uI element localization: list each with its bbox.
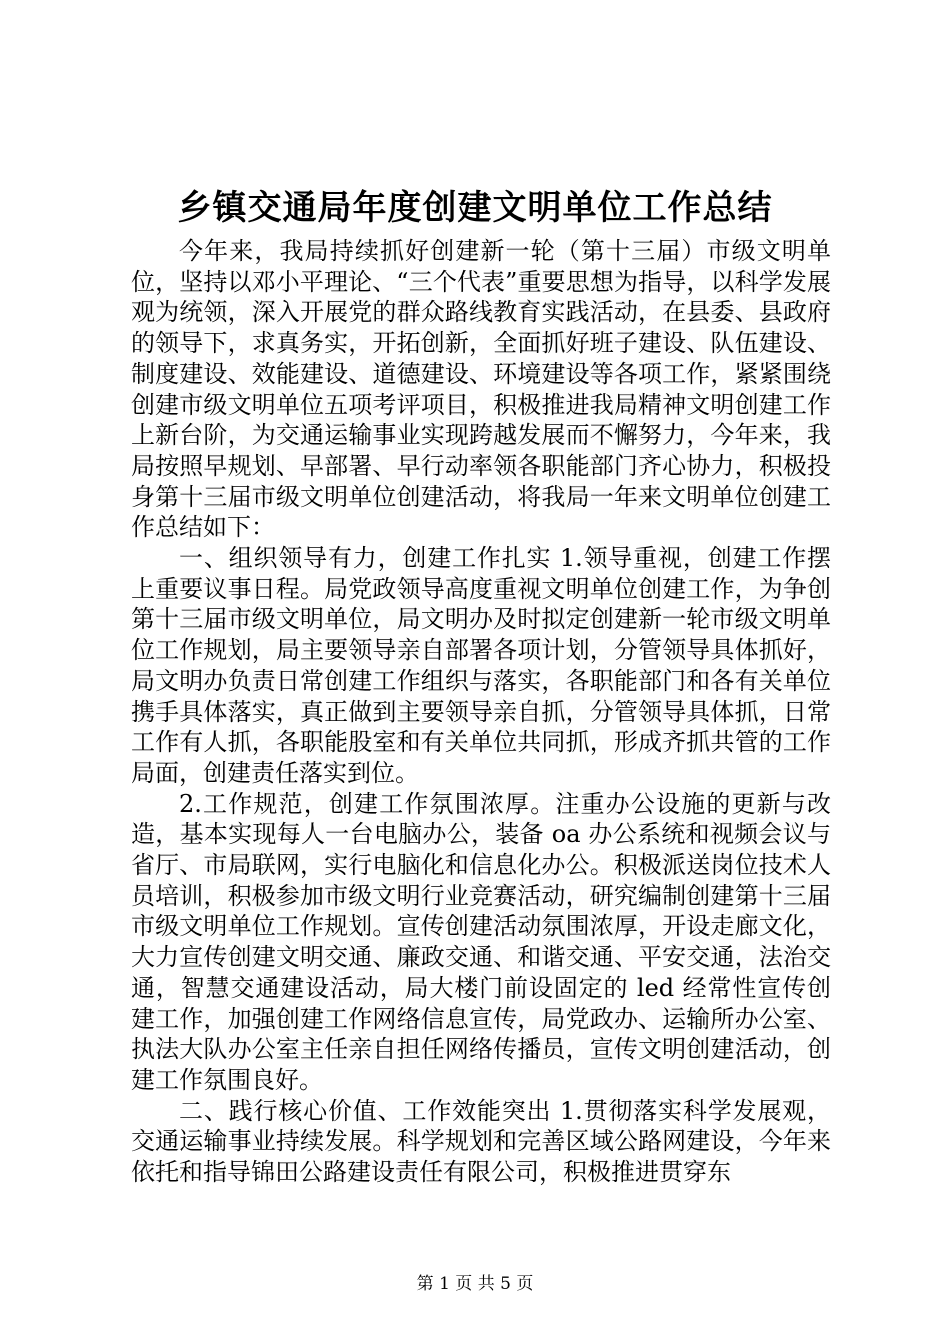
body-paragraph: 今年来，我局持续抓好创建新一轮（第十三届）市级文明单位，坚持以邓小平理论、“三个代表”重要思想为指导，以科学发展观为统领，深入开展党的群众路线教育实践活动，在县委、县政府的领导下，求真务实，开拓创新，全面抓好班子建设、队伍建设、制度建设、效能建设、道德建设、环境建设等各项工作，紧紧围绕创建市级文明单位五项考评项目，积极推进我局精神文明创建工作上新台阶，为交通运输事业实现跨越发展而不懈努力，今年来，我局按照早规划、早部署、早行动率领各职能部门齐心协力，积极投身第十三届市级文明单位创建活动，将我局一年来文明单位创建工作总结如下： <box>131 237 831 542</box>
document-body <box>131 236 831 1188</box>
body-paragraph: 2.工作规范，创建工作氛围浓厚。注重办公设施的更新与改造，基本实现每人一台电脑办公，装备 oa 办公系统和视频会议与省厅、市局联网，实行电脑化和信息化办公。积极派送岗位技术人员培训，积极参加市级文明行业竞赛活动，研究编制创建第十三届市级文明单位工作规划。宣传创建活动氛围浓厚，开设走廊文化，大力宣传创建文明交通、廉政交通、和谐交通、平安交通，法治交通，智慧交通建设活动，局大楼门前设固定的 led 经常性宣传创建工作，加强创建工作网络信息宣传，局党政办、运输所办公室、执法大队办公室主任亲自担任网络传播员，宣传文明创建活动，创建工作氛围良好。 <box>131 789 831 1094</box>
body-paragraph: 二、践行核心价值、工作效能突出 1.贯彻落实科学发展观，交通运输事业持续发展。科学规划和完善区域公路网建设，今年来依托和指导锦田公路建设责任有限公司，积极推进贯穿东 <box>131 1096 831 1187</box>
body-paragraph: 一、组织领导有力，创建工作扎实 1.领导重视，创建工作摆上重要议事日程。局党政领导高度重视文明单位创建工作，为争创第十三届市级文明单位，局文明办及时拟定创建新一轮市级文明单位工作规划，局主要领导亲自部署各项计划，分管领导具体抓好，局文明办负责日常创建工作组织与落实，各职能部门和各有关单位携手具体落实，真正做到主要领导亲自抓，分管领导具体抓，日常工作有人抓，各职能股室和有关单位共同抓，形成齐抓共管的工作局面，创建责任落实到位。 <box>131 544 831 787</box>
document-title: 乡镇交通局年度创建文明单位工作总结 <box>177 188 773 228</box>
page-footer: 第 1 页 共 5 页 <box>416 1274 534 1294</box>
